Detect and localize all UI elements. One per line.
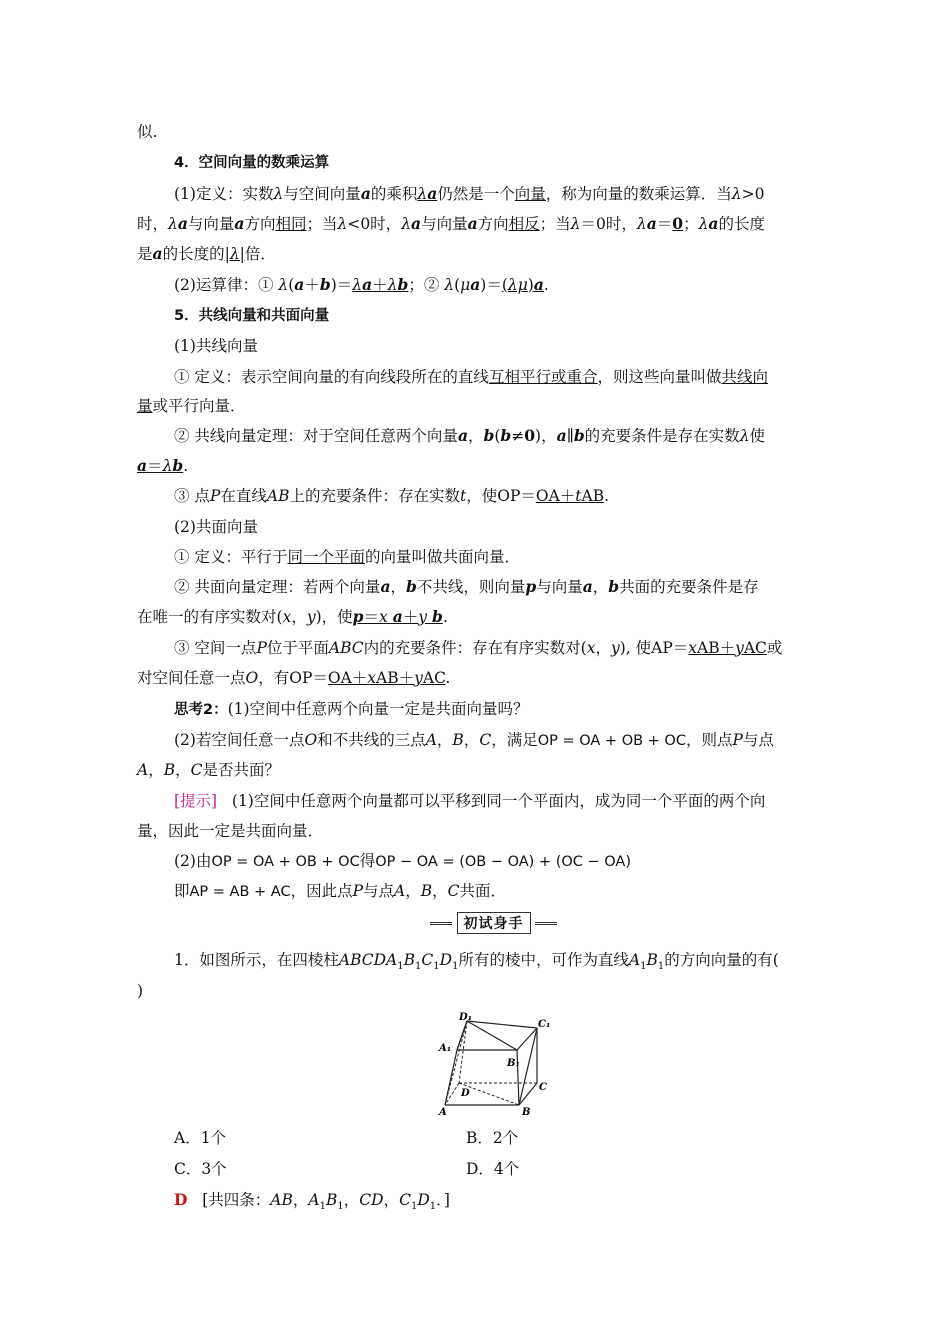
section-banner: [430, 912, 557, 934]
banner-label: 初试身手: [457, 912, 531, 934]
hint-label: [提示]: [174, 792, 218, 810]
text-line: 是a的长度的|λ|倍．: [137, 244, 276, 263]
text-line: (2)由OP = OA + OB + OC得OP − OA = (OB − OA) + (OC − OA): [174, 852, 631, 870]
text-line: ① 定义：表示空间向量的有向线段所在的直线互相平行或重合，则这些向量叫做共线向: [174, 368, 768, 386]
option-a: A．1个: [174, 1129, 227, 1147]
vertex-label: D₁: [459, 1012, 473, 1023]
text-line: (1)定义：实数λ与空间向量a的乘积λa仍然是一个向量，称为向量的数乘运算．当λ>0: [174, 184, 765, 203]
subheading: (2)共面向量: [174, 518, 258, 536]
section-heading: 5．共线向量和共面向量: [174, 308, 330, 324]
subheading: (1)共线向量: [174, 337, 258, 355]
prism-diagram: [437, 1008, 557, 1120]
text-line: ② 共线向量定理：对于空间任意两个向量a，b(b≠0)，a∥b的充要条件是存在实数λ使: [174, 426, 766, 445]
vertex-label: B₁: [507, 1058, 520, 1069]
text-line: (2)若空间任意一点O和不共线的三点A，B，C，满足OP = OA + OB + OC，则点P与点: [174, 731, 774, 749]
text-line: 在唯一的有序实数对(x，y)，使p＝x a＋y b.: [137, 607, 448, 626]
text-line: ③ 空间一点P位于平面ABC内的充要条件：存在有序实数对(x，y), 使AP＝xAB＋yAC或: [174, 639, 783, 657]
option-c: C．3个: [174, 1160, 227, 1178]
text-line: 对空间任意一点O，有OP＝OA＋xAB＋yAC.: [137, 669, 451, 687]
text-line: 即AP = AB + AC，因此点P与点A，B，C共面．: [174, 882, 507, 900]
text-line: ③ 点P在直线AB上的充要条件：存在实数t，使OP＝OA＋tAB.: [174, 487, 610, 505]
option-d: D．4个: [466, 1160, 520, 1178]
section-heading: 4．空间向量的数乘运算: [174, 155, 330, 171]
text-line: ① 定义：平行于同一个平面的向量叫做共面向量．: [174, 548, 520, 566]
answer-letter: D: [174, 1190, 188, 1209]
text-line: 似.: [137, 123, 158, 141]
text-line: ): [137, 982, 144, 1000]
question-line: 1．如图所示，在四棱柱$ABCDA_1B_1C_1D_1$所有的棱中，可作为直线$A_1B_1$的方向向量的有(: [174, 951, 779, 973]
vertex-label: B: [522, 1107, 531, 1118]
vertex-label: A: [439, 1107, 447, 1118]
text-line: 量，因此一定是共面向量．: [137, 822, 324, 840]
vertex-label: C₁: [538, 1019, 551, 1030]
text-line: A，B，C是否共面？: [137, 761, 281, 779]
text-line: ② 共面向量定理：若两个向量a，b不共线，则向量p与向量a，b共面的充要条件是存: [174, 577, 759, 596]
vertex-label: A₁: [439, 1043, 452, 1054]
text-line: (2)运算律：① λ(a＋b)＝λa＋λb；② λ(μa)＝(λμ)a.: [174, 275, 549, 294]
vertex-label: D: [461, 1088, 470, 1099]
option-b: B．2个: [466, 1129, 519, 1147]
prism-figure: [437, 1008, 557, 1124]
text-line: 量或平行向量．: [137, 397, 246, 415]
text-line: 思考2：(1)空间中任意两个向量一定是共面向量吗？: [174, 700, 529, 718]
text-line: [提示] (1)空间中任意两个向量都可以平移到同一个平面内，成为同一个平面的两个向: [174, 792, 766, 810]
text-line: a＝λb.: [137, 456, 189, 475]
text-line: 时，λa与向量a方向相同；当λ<0时，λa与向量a方向相反；当λ＝0时，λa＝0；λa的长度: [137, 214, 765, 233]
answer-line: D [共四条：AB，$A_1B_1$，CD，$C_1D_1$．]: [174, 1190, 450, 1213]
vertex-label: C: [539, 1082, 547, 1093]
